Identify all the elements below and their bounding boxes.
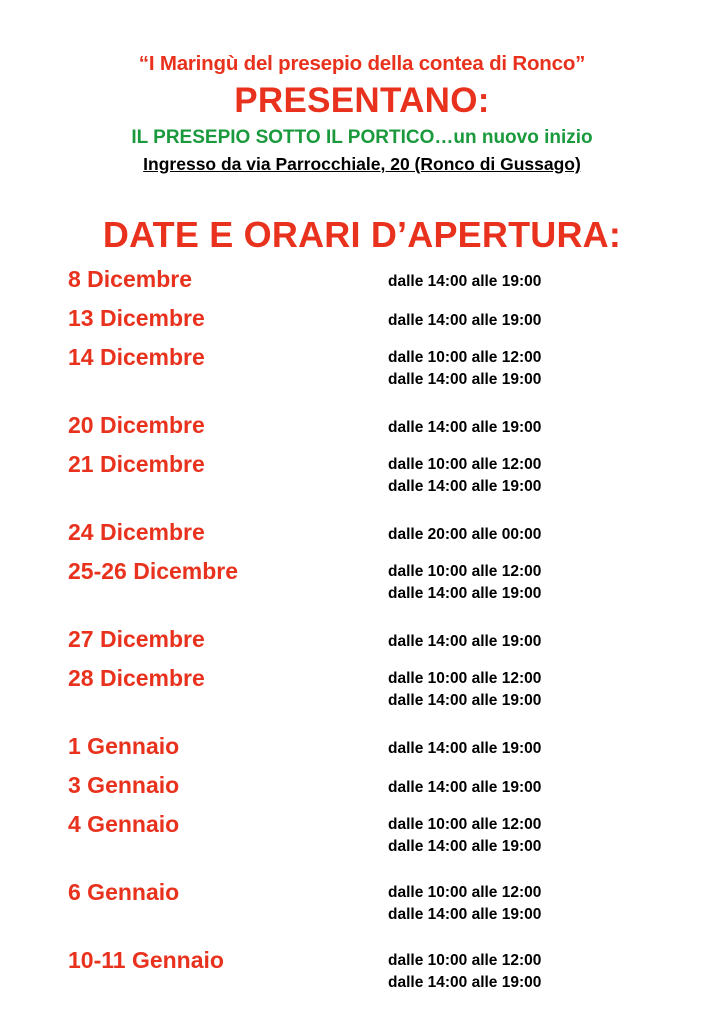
schedule-times	[388, 810, 698, 858]
schedule-time: dalle 10:00 alle 12:00	[388, 348, 542, 366]
schedule-date: 20 Dicembre	[68, 411, 205, 438]
event-subtitle: IL PRESEPIO SOTTO IL PORTICO…un nuovo inizio	[131, 127, 593, 149]
schedule-times	[388, 946, 698, 994]
schedule-time: dalle 14:00 alle 19:00	[388, 272, 542, 290]
schedule-date: 25-26 Dicembre	[68, 558, 239, 584]
schedule-time: dalle 14:00 alle 19:00	[388, 740, 542, 758]
schedule-date: 14 Dicembre	[68, 343, 205, 370]
schedule-time: dalle 10:00 alle 12:00	[388, 670, 542, 688]
schedule-row	[68, 343, 698, 391]
schedule-time: dalle 14:00 alle 19:00	[388, 477, 542, 495]
presentano-heading: PRESENTANO:	[234, 80, 490, 120]
schedule-row	[68, 557, 698, 605]
schedule-time: dalle 10:00 alle 12:00	[388, 816, 542, 834]
schedule-date: 10-11 Gennaio	[68, 947, 224, 974]
schedule-date: 1 Gennaio	[68, 733, 180, 760]
schedule-time: dalle 14:00 alle 19:00	[388, 906, 542, 924]
schedule-row	[68, 450, 698, 498]
schedule-time: dalle 14:00 alle 19:00	[388, 779, 542, 797]
schedule-time: dalle 14:00 alle 19:00	[388, 838, 542, 856]
schedule-times	[388, 625, 698, 653]
schedule-times	[388, 343, 698, 391]
schedule-times	[388, 265, 698, 293]
schedule-time: dalle 14:00 alle 19:00	[388, 370, 542, 388]
schedule-row	[68, 664, 698, 712]
organizer-quote: “I Maringù del presepio della contea di Ronco”	[138, 52, 586, 75]
page-title: DATE E ORARI D’APERTURA:	[102, 213, 622, 255]
schedule-row	[68, 304, 698, 332]
venue-address: Ingresso da via Parrocchiale, 20 (Ronco di Gussago)	[143, 153, 581, 174]
schedule-date: 3 Gennaio	[68, 772, 180, 799]
schedule-times	[388, 450, 698, 498]
schedule-date: 6 Gennaio	[68, 879, 180, 906]
schedule-times	[388, 664, 698, 712]
schedule-row	[68, 625, 698, 653]
schedule-date: 8 Dicembre	[68, 265, 193, 292]
schedule-date: 4 Gennaio	[68, 811, 180, 838]
schedule-time: dalle 10:00 alle 12:00	[388, 455, 542, 473]
schedule-row	[68, 771, 698, 799]
schedule-time: dalle 10:00 alle 12:00	[388, 563, 542, 580]
schedule-date: 28 Dicembre	[68, 665, 205, 692]
poster-header	[26, 52, 698, 175]
schedule-times	[388, 557, 698, 605]
schedule-time: dalle 10:00 alle 12:00	[388, 884, 542, 902]
schedule-date: 13 Dicembre	[68, 304, 205, 331]
schedule-date: 21 Dicembre	[68, 450, 205, 477]
schedule-row	[68, 946, 698, 994]
schedule-time: dalle 14:00 alle 19:00	[388, 418, 542, 436]
schedule-time: dalle 14:00 alle 19:00	[388, 692, 542, 710]
schedule-row	[68, 878, 698, 926]
schedule-times	[388, 411, 698, 439]
schedule-date: 24 Dicembre	[68, 518, 205, 545]
schedule-row	[68, 265, 698, 293]
schedule-times	[388, 878, 698, 926]
schedule-row	[68, 411, 698, 439]
schedule-row	[68, 732, 698, 760]
schedule-list	[26, 265, 698, 995]
schedule-time: dalle 10:00 alle 12:00	[388, 952, 542, 970]
schedule-time: dalle 14:00 alle 19:00	[388, 311, 542, 329]
schedule-times	[388, 304, 698, 332]
schedule-time: dalle 14:00 alle 19:00	[388, 974, 542, 992]
schedule-times	[388, 518, 698, 546]
schedule-time: dalle 14:00 alle 19:00	[388, 633, 542, 650]
schedule-time: dalle 20:00 alle 00:00	[388, 525, 542, 543]
schedule-times	[388, 732, 698, 760]
schedule-date: 27 Dicembre	[68, 626, 205, 652]
schedule-row	[68, 518, 698, 546]
schedule-row	[68, 810, 698, 858]
schedule-time: dalle 14:00 alle 19:00	[388, 585, 542, 602]
schedule-times	[388, 771, 698, 799]
